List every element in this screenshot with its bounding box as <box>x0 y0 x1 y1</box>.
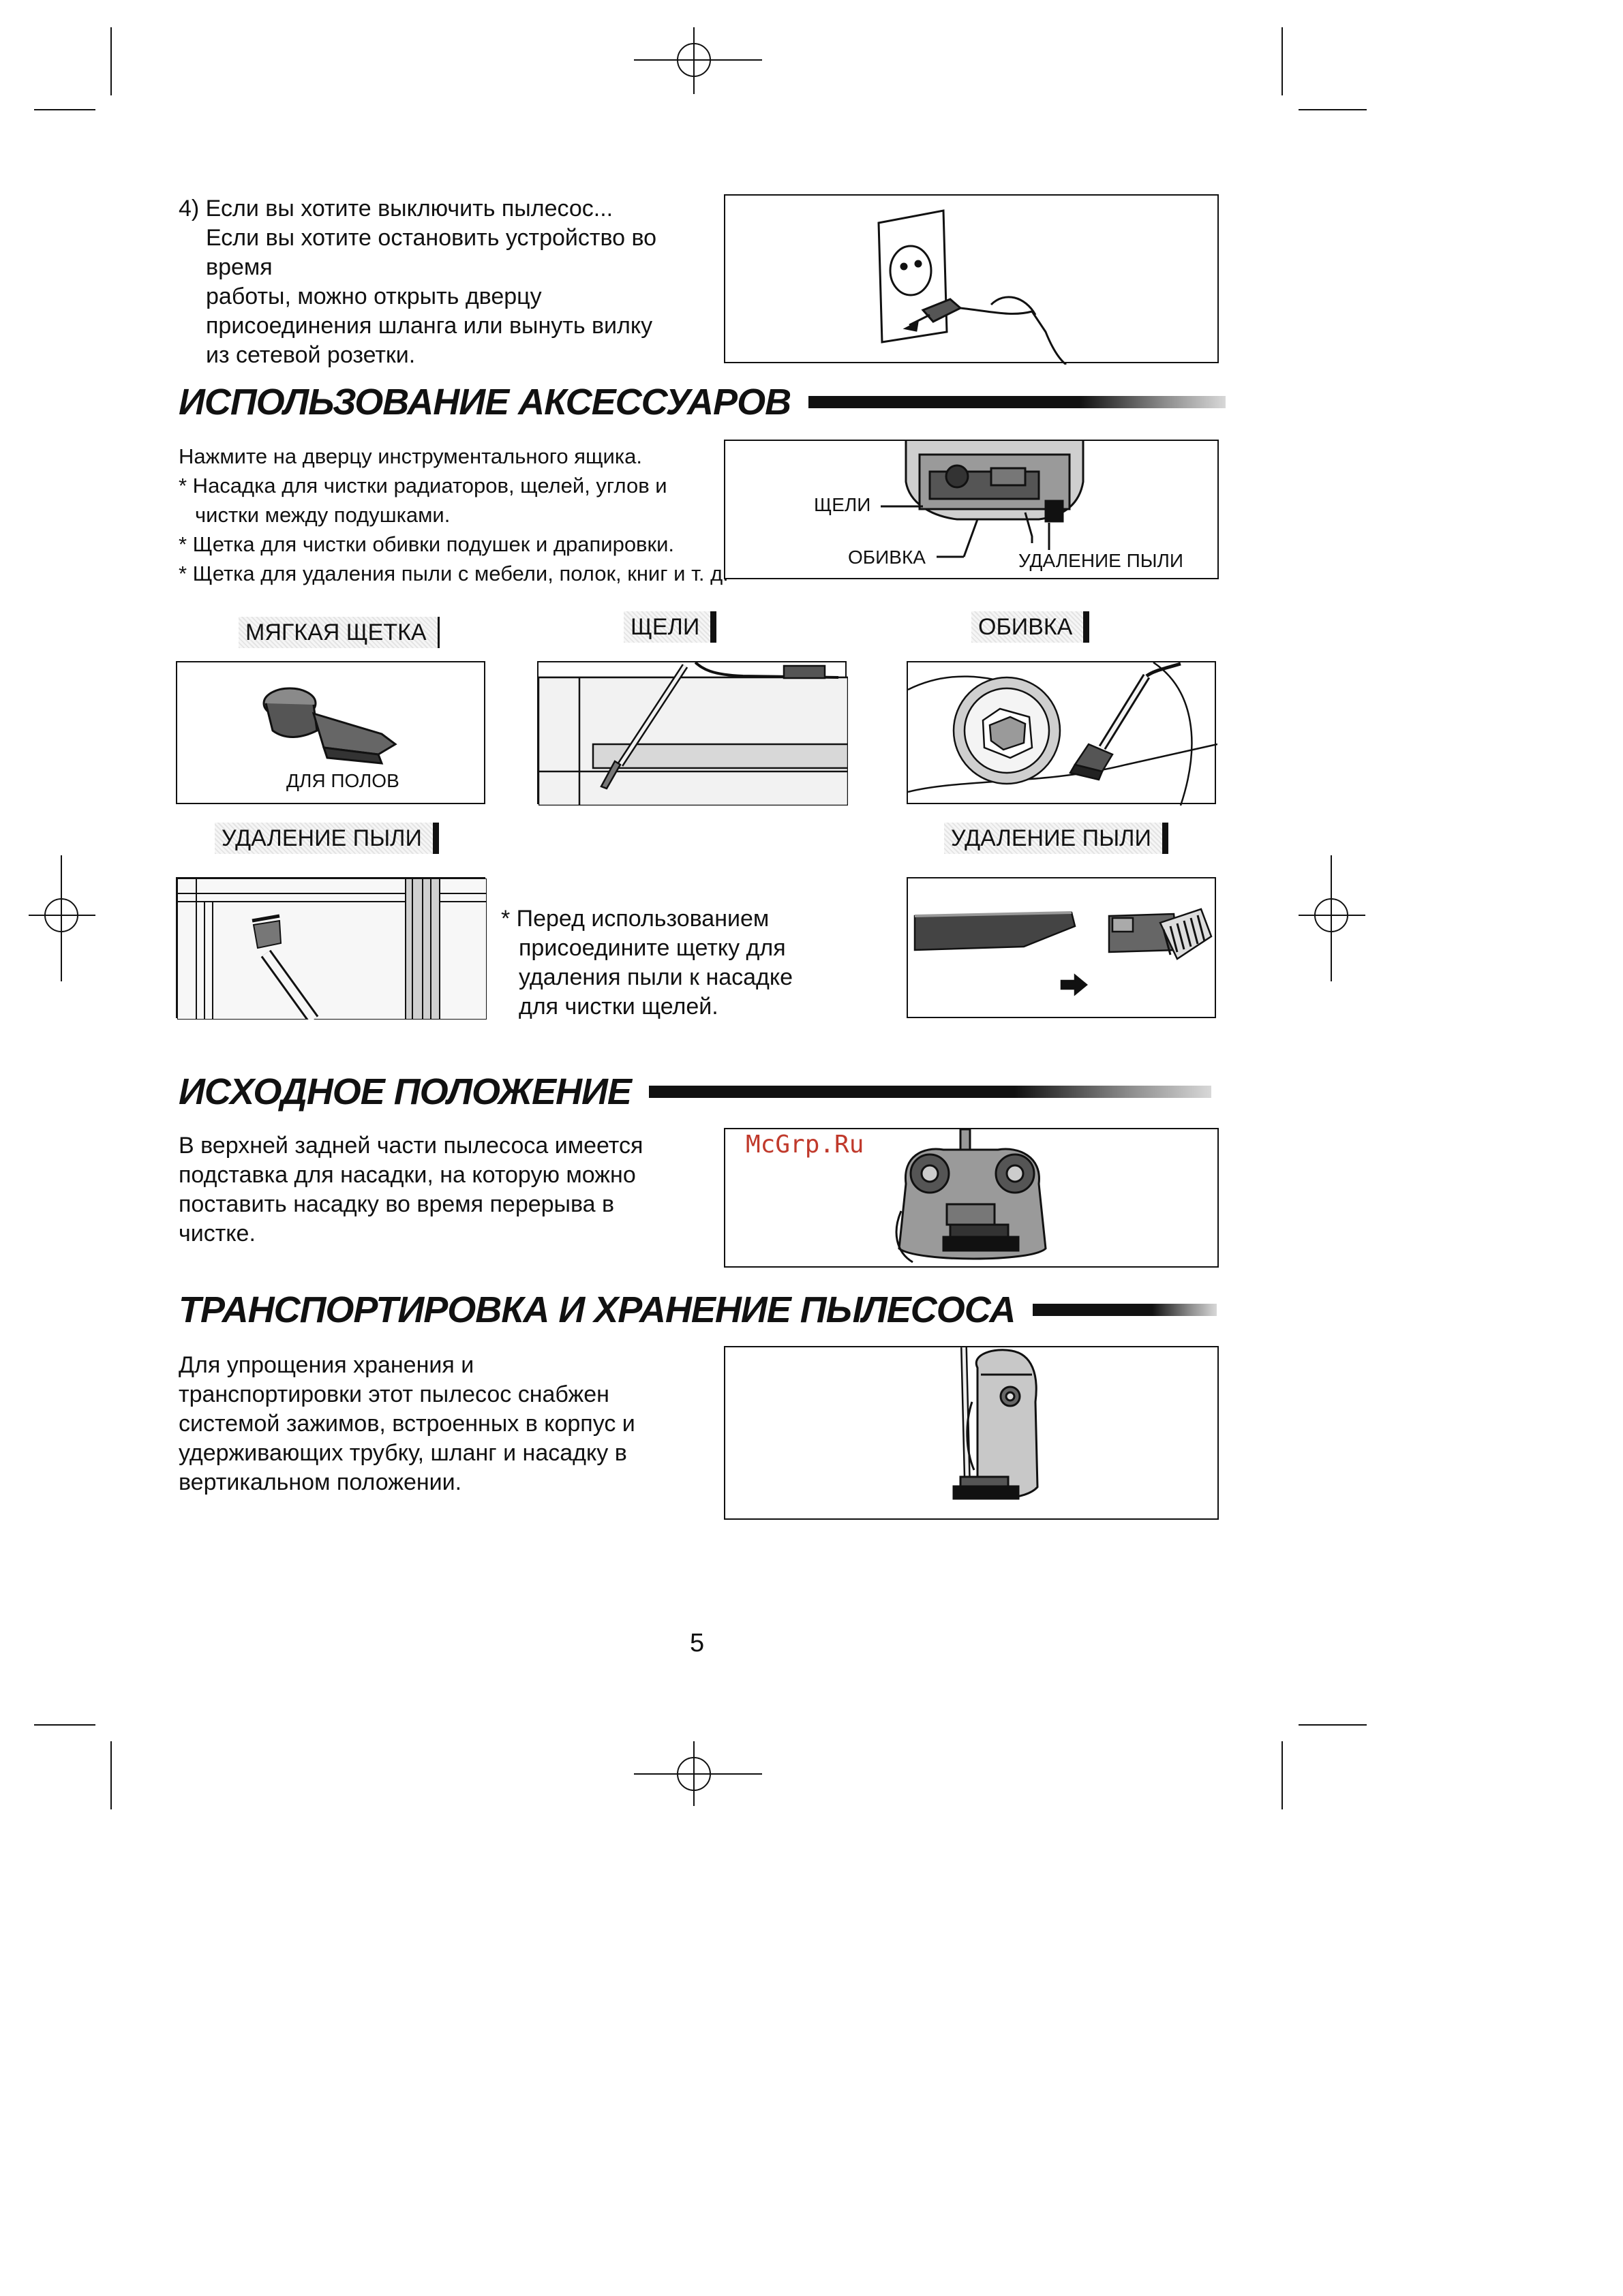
storage-text <box>179 1351 635 1497</box>
storage-heading <box>179 1289 1217 1330</box>
accessories-text <box>179 442 729 588</box>
parking-heading-text: ИСХОДНОЕ ПОЛОЖЕНИЕ <box>179 1071 631 1112</box>
tile-label-upholstery: ОБИВКА <box>971 611 1089 643</box>
dusting-note-line: удаления пыли к насадке <box>519 964 793 990</box>
dusting-note-line: для чистки щелей. <box>519 994 718 1020</box>
accessories-line: * Насадка для чистки радиаторов, щелей, углов и <box>179 474 667 498</box>
storage-line: транспортировки этот пылесос снабжен <box>179 1381 609 1407</box>
brush-attach-figure <box>907 877 1216 1018</box>
accessories-line: * Щетка для чистки обивки подушек и драпировки. <box>179 532 675 556</box>
tool-compartment-figure <box>724 440 1219 579</box>
switch-off-line: работы, можно открыть дверцу <box>206 284 542 309</box>
tile-label-soft-brush: МЯГКАЯ ЩЕТКА <box>239 617 440 648</box>
upholstery-figure <box>907 661 1216 804</box>
label-dusting: УДАЛЕНИЕ ПЫЛИ <box>1018 550 1184 571</box>
parking-line: чистке. <box>179 1221 256 1246</box>
dusting-window-figure <box>176 877 485 1018</box>
parking-line: поставить насадку во время перерыва в <box>179 1191 615 1217</box>
accessories-heading <box>179 382 1226 423</box>
storage-line: вертикальном положении. <box>179 1469 462 1495</box>
parking-line: В верхней задней части пылесоса имеется <box>179 1133 643 1159</box>
accessories-line: чистки между подушками. <box>195 503 451 527</box>
dusting-note <box>501 904 793 1022</box>
heading-rule <box>649 1086 1211 1098</box>
unplug-figure <box>724 194 1219 363</box>
switch-off-line: Если вы хотите остановить устройство во <box>206 225 657 251</box>
label-crevice: ЩЕЛИ <box>814 494 871 515</box>
parking-line: подставка для насадки, на которую можно <box>179 1162 636 1188</box>
tile-label-crevice: ЩЕЛИ <box>624 611 716 643</box>
floor-caption: ДЛЯ ПОЛОВ <box>286 770 399 791</box>
switch-off-line: из сетевой розетки. <box>206 342 416 368</box>
switch-off-text <box>179 194 656 370</box>
accessories-line: * Щетка для удаления пыли с мебели, полок, книг и т. д. <box>179 562 729 585</box>
label-upholstery: ОБИВКА <box>848 547 926 568</box>
dusting-note-line: присоедините щетку для <box>519 935 786 961</box>
floor-brush-figure <box>176 661 485 804</box>
storage-line: удерживающих трубку, шланг и насадку в <box>179 1440 627 1466</box>
switch-off-line: присоединения шланга или вынуть вилку <box>206 313 653 339</box>
switch-off-line: время <box>206 254 273 280</box>
switch-off-line: 4) Если вы хотите выключить пылесос... <box>179 196 613 221</box>
storage-line: системой зажимов, встроенных в корпус и <box>179 1411 635 1437</box>
parking-text <box>179 1131 643 1249</box>
accessories-heading-text: ИСПОЛЬЗОВАНИЕ АКСЕССУАРОВ <box>179 382 791 423</box>
heading-rule <box>808 396 1226 408</box>
watermark: McGrp.Ru <box>746 1131 864 1159</box>
storage-heading-text: ТРАНСПОРТИРОВКА И ХРАНЕНИЕ ПЫЛЕСОСА <box>179 1289 1016 1330</box>
heading-rule <box>1033 1304 1217 1316</box>
storage-figure <box>724 1346 1219 1520</box>
parking-figure <box>724 1128 1219 1268</box>
tile-label-dusting-left: УДАЛЕНИЕ ПЫЛИ <box>215 823 439 854</box>
parking-heading <box>179 1071 1211 1112</box>
storage-line: Для упрощения хранения и <box>179 1352 474 1378</box>
crevice-figure <box>537 661 847 804</box>
tile-label-dusting-right: УДАЛЕНИЕ ПЫЛИ <box>944 823 1168 854</box>
dusting-note-line: * Перед использованием <box>501 906 770 932</box>
page-number: 5 <box>690 1629 705 1657</box>
accessories-line: Нажмите на дверцу инструментального ящика. <box>179 444 642 468</box>
